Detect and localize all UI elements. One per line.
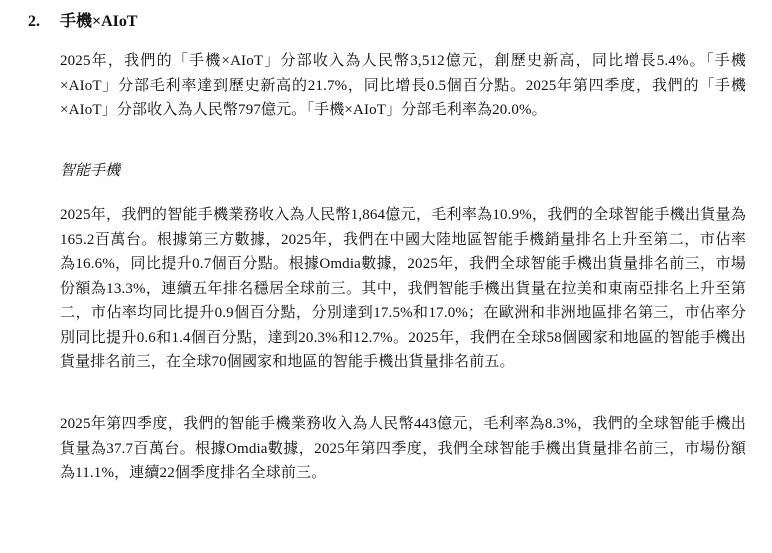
paragraph-smartphone-q4: 2025年第四季度，我們的智能手機業務收入為人民幣443億元，毛利率為8.3%，我們的全球智能手機出貨量為37.7百萬台。根據Omdia數據，2025年第四季度，我們全球智能手機出貨量排名前三，市場份額為11.1%，連續22個季度排名全球前三。 [60, 416, 746, 481]
paragraph-smartphone-annual: 2025年，我們的智能手機業務收入為人民幣1,864億元，毛利率為10.9%，我們的全球智能手機出貨量為165.2百萬台。根據第三方數據，2025年，我們在中國大陸地區智能手機銷量排名上升至第二，市佔率為16.6%，同比提升0.7個百分點。根據Omdia數據，2025年，我們全球智能手機出貨量排名前三，市場份額為13.3%，連續五年排名穩居全球前三。其中，我們智能手機出貨量在拉美和東南亞排名上升至第二，市佔率均同比提升0.9個百分點，分別達到17.5%和17.0%；在歐洲和非洲地區排名第三，市佔率分別同比提升0.6和1.4個百分點，達到20.3%和12.7%。2025年，我們在全球58個國家和地區的智能手機出貨量排名前三，在全球70個國家和地區的智能手機出貨量排名前五。 [60, 207, 746, 370]
section-heading [28, 12, 138, 32]
section-number: 2. [28, 13, 40, 30]
subheading-smartphones: 智能手機 [60, 163, 121, 179]
paragraph-segment-summary: 2025年，我們的「手機×AIoT」分部收入為人民幣3,512億元，創歷史新高，同比增長5.4%。「手機×AIoT」分部毛利率達到歷史新高的21.7%，同比增長0.5個百分點。2025年第四季度，我們的「手機×AIoT」分部收入為人民幣797億元。「手機×AIoT」分部毛利率為20.0%。 [60, 53, 746, 118]
section-title: 手機×AIoT [60, 13, 138, 30]
